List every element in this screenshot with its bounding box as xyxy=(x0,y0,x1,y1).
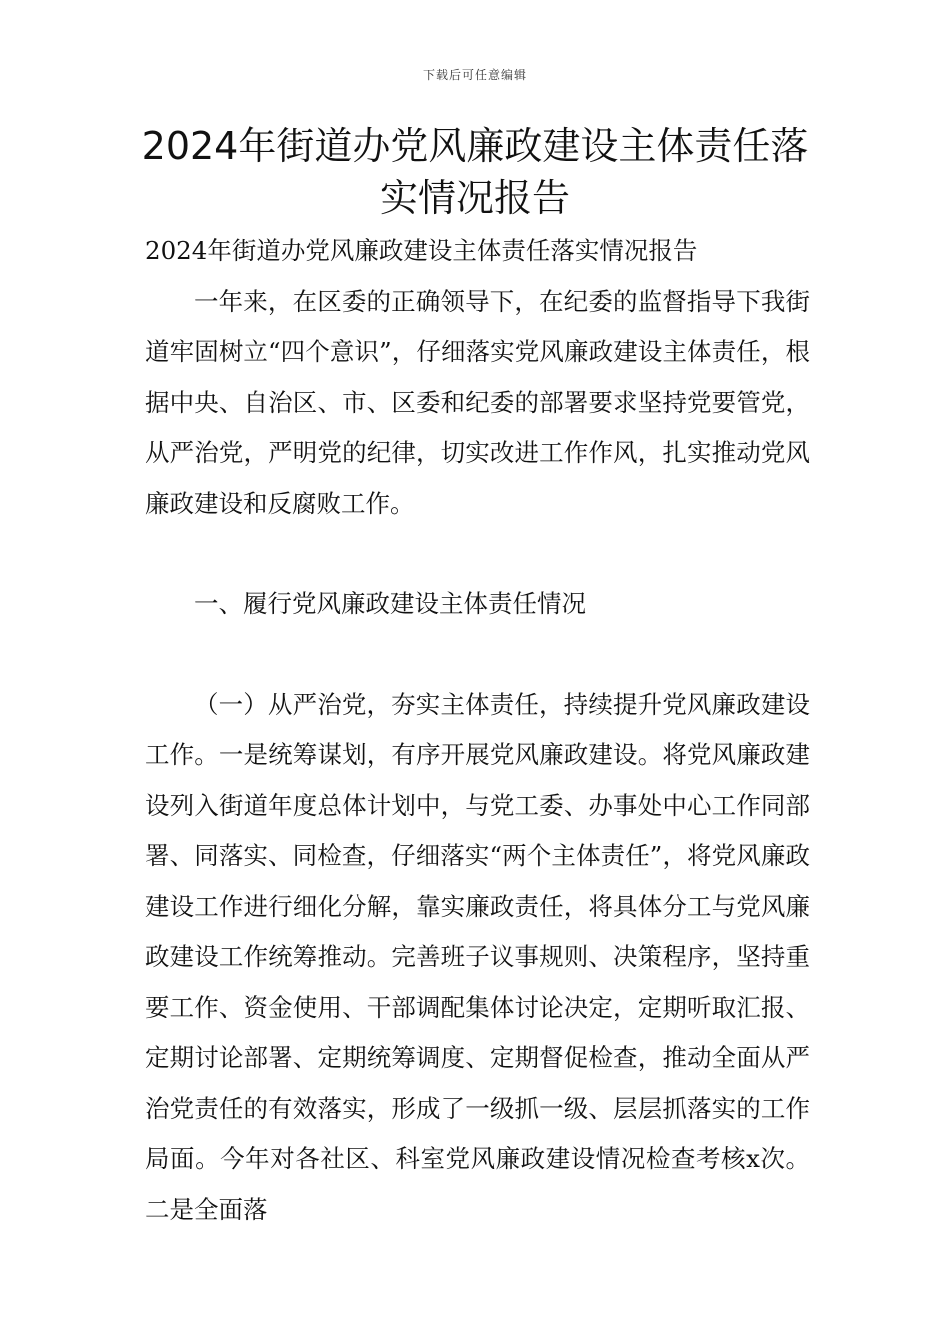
document-body xyxy=(145,226,810,1235)
header-note: 下载后可任意编辑 xyxy=(422,68,527,82)
section-heading-1: 一、履行党风廉政建设主体责任情况 xyxy=(194,589,586,618)
paragraph-section-1-1: （一）从严治党，夯实主体责任，持续提升党风廉政建设工作。一是统筹谋划，有序开展党风廉政建设。将党风廉政建设列入街道年度总体计划中，与党工委、办事处中心工作同部署、同落实、同检查，仔细落实“两个主体责任”，将党风廉政建设工作进行细化分解，靠实廉政责任，将具体分工与党风廉政建设工作统筹推动。完善班子议事规则、决策程序，坚持重要工作、资金使用、干部调配集体讨论决定，定期听取汇报、定期讨论部署、定期统筹调度、定期督促检查，推动全面从严治党责任的有效落实，形成了一级抓一级、层层抓落实的工作局面。今年对各社区、科室党风廉政建设情况检查考核x次。二是全面落 xyxy=(145,689,810,1224)
document-title: 2024年街道办党风廉政建设主体责任落实情况报告 xyxy=(141,124,809,220)
paragraph-intro: 一年来，在区委的正确领导下，在纪委的监督指导下我街道牢固树立“四个意识”，仔细落实党风廉政建设主体责任，根据中央、自治区、市、区委和纪委的部署要求坚持党要管党，从严治党，严明党的纪律，切实改进工作作风，扎实推动党风廉政建设和反腐败工作。 xyxy=(145,286,810,518)
document-subtitle: 2024年街道办党风廉政建设主体责任落实情况报告 xyxy=(145,236,698,265)
